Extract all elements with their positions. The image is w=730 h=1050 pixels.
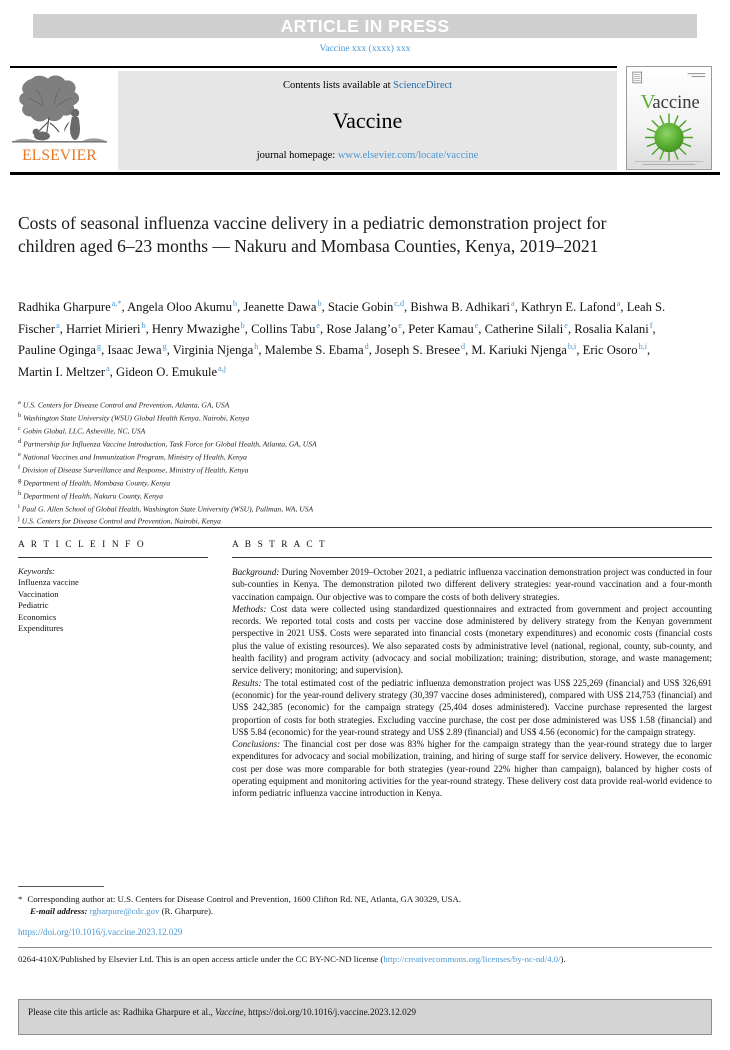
corresponding-author-star: * <box>18 894 23 904</box>
author-affiliation-mark: d <box>364 342 369 352</box>
article-info-heading: A R T I C L E I N F O <box>18 540 146 550</box>
affiliation-text: Washington State University (WSU) Global Health Kenya, Nairobi, Kenya <box>23 413 250 423</box>
author-affiliation-mark: d <box>461 342 466 352</box>
footnote-rule <box>18 886 104 887</box>
keyword-item: Economics <box>18 611 57 622</box>
affiliation-item <box>18 489 678 502</box>
citation-journal: Vaccine <box>215 1007 244 1017</box>
email-owner: (R. Gharpure). <box>159 906 214 916</box>
elsevier-logo <box>12 71 107 170</box>
abstract-section-text: During November 2019–October 2021, a pediatric influenza vaccination demonstration project was conducted in four sub-counties in Kenya. The demonstration piloted two different delivery strategies: year-round vaccination and a four-month vaccination campaign. Our objective was to compare the costs of both delivery strategies. <box>232 567 712 602</box>
affiliation-text: Department of Health, Mombasa County, Kenya <box>23 478 171 488</box>
affiliation-list <box>18 398 678 527</box>
affiliation-item <box>18 437 678 450</box>
author-affiliation-mark: b <box>141 320 146 330</box>
author-name: M. Kariuki Njenga <box>471 343 567 358</box>
journal-masthead <box>10 66 720 170</box>
masthead-box <box>118 71 617 170</box>
license-statement <box>18 954 712 964</box>
author-name: Radhika Gharpure <box>18 300 111 315</box>
journal-homepage-line <box>257 150 479 161</box>
license-rule <box>18 947 712 948</box>
author-affiliation-mark: e <box>474 320 479 330</box>
columns-top-rule <box>18 527 712 528</box>
author-name: Virginia Njenga <box>172 343 254 358</box>
journal-homepage-prefix: journal homepage: <box>256 150 338 161</box>
affiliation-item <box>18 450 678 463</box>
affiliation-mark: e <box>18 450 21 458</box>
email-link[interactable]: rgharpure@cdc.gov <box>89 906 160 916</box>
contents-list-prefix: Contents lists available at <box>282 80 394 91</box>
affiliation-text: U.S. Centers for Disease Control and Prevention, Atlanta, GA, USA <box>22 400 230 410</box>
abstract-section <box>232 566 712 603</box>
journal-homepage-link[interactable]: www.elsevier.com/locate/vaccine <box>337 150 479 161</box>
abstract-section <box>232 738 712 799</box>
license-link[interactable]: http://creativecommons.org/licenses/by-nc-nd/4.0/ <box>383 954 561 964</box>
affiliation-item <box>18 463 678 476</box>
doi-link[interactable]: https://doi.org/10.1016/j.vaccine.2023.12.029 <box>18 927 183 937</box>
abstract-body <box>232 566 712 800</box>
abstract-section-text: The total estimated cost of the pediatric influenza demonstration project was US$ 225,269 (financial) and US$ 326,691 (economic) for the year-round delivery strategy (30,397 vaccine doses administered), compared with US$ 214,753 (financial) and US$ 242,385 (economic) for the campaign strategy (25,404 doses administered). Vaccine purchase represented the largest proportion of costs for both strategies. Excluding vaccine purchase, the cost per dose administered was US$ 1.58 (financial) and US$ 5.84 (economic) for the year-round strategy and US$ 2.89 (financial) and US$ 4.56 (economic) for the campaign strategy. <box>232 677 712 737</box>
abstract-section-text: Cost data were collected using standardized questionnaires and extracted from government and project accounting records. We reported total costs and costs per vaccine dose administered by delivery strategy from the Kenyan government perspective in 2021 US$. Costs were separated into financial costs (monetary expenditures) and economic costs (financial costs plus the value of existing resources). We also separated costs by administrative level (national, regional, county, sub-county, and health facility) and program activity (advocacy and social mobilization; training; distribution, storage, and waste management; service delivery; monitoring; and supervision). <box>232 603 712 676</box>
citation-prefix: Please cite this article as: Radhika Gharpure et al., <box>28 1007 215 1017</box>
page-title: Costs of seasonal influenza vaccine delivery in a pediatric demonstration project for children aged 6–23 months — Nakuru and Mombasa Counties, Kenya, 2019–2021 <box>18 213 607 256</box>
author-name: Joseph S. Bresee <box>375 343 461 358</box>
author-name: Bishwa B. Adhikari <box>410 300 511 315</box>
author-name: Henry Mwazighe <box>151 321 240 336</box>
author-name: Catherine Silali <box>484 321 564 336</box>
author-affiliation-mark: a <box>106 364 110 374</box>
affiliation-text: Partnership for Influenza Vaccine Introduction, Task Force for Global Health, Atlanta, GA, USA <box>23 439 317 449</box>
author-affiliation-mark: e <box>316 320 321 330</box>
abstract-section-text: The financial cost per dose was 83% higher for the campaign strategy than the year-round strategy due to larger expenditures for advocacy and social mobilization, training, and hiring of surge staff for service delivery. However, the economic cost per dose was more comparable for both strategies (year-round 22% higher than campaign), balanced by higher costs of operating equipment and monitoring activities for the year-round strategy. These delivery cost data provide real-world evidence to inform pediatric influenza vaccine introduction in Kenya. <box>232 739 712 799</box>
citation-box <box>18 999 712 1035</box>
author-name: Eric Osoro <box>582 343 638 358</box>
masthead-top-rule <box>10 66 617 68</box>
keywords-block <box>18 566 208 634</box>
affiliation-mark: h <box>18 489 22 497</box>
email-label: E-mail address: <box>30 906 88 916</box>
author-affiliation-mark: a,* <box>111 299 122 308</box>
author-name: Martin I. Meltzer <box>18 365 106 380</box>
elsevier-wordmark: ELSEVIER <box>22 147 97 164</box>
affiliation-mark: i <box>18 502 20 510</box>
journal-title: Vaccine <box>332 107 403 133</box>
author-name: Rosalia Kalani <box>574 321 649 336</box>
author-name: Jeanette Dawa <box>243 300 317 315</box>
author-name: Kathryn E. Lafond <box>520 300 616 315</box>
author-affiliation-mark: g <box>162 342 167 352</box>
affiliation-item <box>18 411 678 424</box>
keyword-item: Vaccination <box>18 588 59 599</box>
abstract-section <box>232 677 712 738</box>
affiliation-item <box>18 502 678 515</box>
author-name: Harriet Mirieri <box>66 321 141 336</box>
author-name: Leah S. Fischer <box>18 300 666 336</box>
affiliation-mark: g <box>18 476 22 484</box>
author-affiliation-mark: a,j <box>218 364 227 374</box>
author-name: Malembe S. Ebama <box>264 343 364 358</box>
author-affiliation-mark: g <box>97 342 102 352</box>
keyword-item: Pediatric <box>18 600 49 611</box>
affiliation-mark: d <box>18 437 22 445</box>
author-affiliation-mark: b <box>240 320 245 330</box>
author-name: Angela Oloo Akumu <box>127 300 232 315</box>
abstract-section-label: Methods: <box>232 603 267 614</box>
author-name: Pauline Oginga <box>18 343 96 358</box>
article-in-press-label: ARTICLE IN PRESS <box>280 15 450 36</box>
author-affiliation-mark: a <box>56 320 60 330</box>
article-in-press-banner <box>33 14 697 38</box>
author-affiliation-mark: f <box>649 320 653 330</box>
citation-suffix: , https://doi.org/10.1016/j.vaccine.2023.12.029 <box>243 1007 416 1017</box>
affiliation-text: Department of Health, Nakuru County, Kenya <box>23 491 164 501</box>
masthead-bottom-rule <box>10 172 720 175</box>
author-affiliation-mark: b,i <box>638 342 647 352</box>
author-affiliation-mark: a <box>511 299 515 308</box>
affiliation-text: Gobin Global, LLC, Asheville, NC, USA <box>22 426 146 436</box>
keywords-items <box>18 577 208 634</box>
svg-text:V: V <box>640 91 656 114</box>
author-affiliation-mark: e <box>398 320 402 330</box>
affiliation-text: U.S. Centers for Disease Control and Prevention, Nairobi, Kenya <box>21 516 221 526</box>
email-line <box>18 905 708 917</box>
article-info-rule <box>18 557 208 558</box>
license-suffix: ). <box>560 954 566 964</box>
author-name: Collins Tabu <box>251 321 316 336</box>
journal-cover-image <box>627 67 711 169</box>
author-name: Isaac Jewa <box>107 343 162 358</box>
affiliation-item <box>18 424 678 437</box>
abstract-section-label: Conclusions: <box>232 739 281 750</box>
svg-text:accine: accine <box>652 92 700 114</box>
abstract-section-label: Results: <box>232 677 262 688</box>
author-list: Radhika Gharpure$^{a,*}$, Angela Oloo Akumu$^b$, Jeanette Dawa$^b$, Stacie Gobin$^{c,d}$, Bishwa B. Adhikari$^a$, Kathryn E. Lafond$^a$, Leah S. Fischer$^a$, Harriet Mirieri$^b$, Henry Mwazighe$^b$, Collins Tabu$^e$, Rose $Jalang’o^e$, Peter Kamau$^e$, Catherine Silali$^e$, Rosalia Kalani$^f$, Pauline Oginga$^g$, Isaac Jewa$^g$, Virginia Njenga$^h$, Malembe S. Ebama$^d$, Joseph S. Bresee$^d$, M. Kariuki Njenga$^{b,i}$, Eric Osoro$^{b,i}$, Martin I. Meltzer$^a$, Gideon O. Emukule$^{a,j}$ <box>18 299 666 380</box>
author-name: Gideon O. Emukule <box>116 365 218 380</box>
keyword-item: Expenditures <box>18 623 64 634</box>
affiliation-mark: a <box>18 399 21 406</box>
affiliation-mark: f <box>18 463 21 471</box>
author-name: Rose Jalang’o <box>326 321 398 336</box>
author-affiliation-mark: e <box>564 320 568 330</box>
affiliation-mark: j <box>18 515 20 523</box>
affiliation-item <box>18 476 678 489</box>
elsevier-tree-icon <box>12 71 107 149</box>
affiliation-item <box>18 398 678 411</box>
affiliation-mark: b <box>18 411 22 419</box>
article-info-column <box>18 540 208 634</box>
affiliation-text: Paul G. Allen School of Global Health, Washington State University (WSU), Pullman, WA, USA <box>21 504 314 514</box>
author-name: Stacie Gobin <box>327 300 394 315</box>
running-head: Vaccine xxx (xxxx) xxx <box>319 44 411 54</box>
abstract-section-label: Background: <box>232 567 280 577</box>
affiliation-item <box>18 514 678 527</box>
author-affiliation-mark: b,i <box>567 342 577 352</box>
abstract-section <box>232 603 712 677</box>
author-affiliation-mark: b <box>233 299 238 308</box>
corresponding-author-note <box>18 893 708 917</box>
affiliation-text: National Vaccines and Immunization Program, Ministry of Health, Kenya <box>22 452 247 462</box>
contents-list-line <box>283 80 452 91</box>
corresponding-author-line <box>18 893 708 905</box>
author-affiliation-mark: a <box>616 299 621 308</box>
affiliation-mark: c <box>18 424 21 432</box>
author-affiliation-mark: h <box>254 342 259 352</box>
keyword-item: Influenza vaccine <box>18 577 79 588</box>
journal-cover-thumbnail <box>626 66 712 170</box>
author-affiliation-mark: c,d <box>394 299 405 308</box>
affiliation-text: Division of Disease Surveillance and Response, Ministry of Health, Kenya <box>22 465 249 475</box>
author-affiliation-mark: b <box>317 299 322 308</box>
abstract-rule <box>232 557 712 558</box>
corresponding-author-text: Corresponding author at: U.S. Centers for Disease Control and Prevention, 1600 Clifton Rd. NE, Atlanta, GA 30329, USA. <box>27 894 462 904</box>
sciencedirect-link[interactable]: ScienceDirect <box>393 80 453 91</box>
abstract-column <box>232 540 712 800</box>
keywords-label: Keywords: <box>18 566 55 576</box>
license-prefix: 0264-410X/Published by Elsevier Ltd. This is an open access article under the CC BY-NC-ND license ( <box>18 954 384 964</box>
abstract-heading: A B S T R A C T <box>232 540 327 550</box>
author-name: Peter Kamau <box>408 321 474 336</box>
